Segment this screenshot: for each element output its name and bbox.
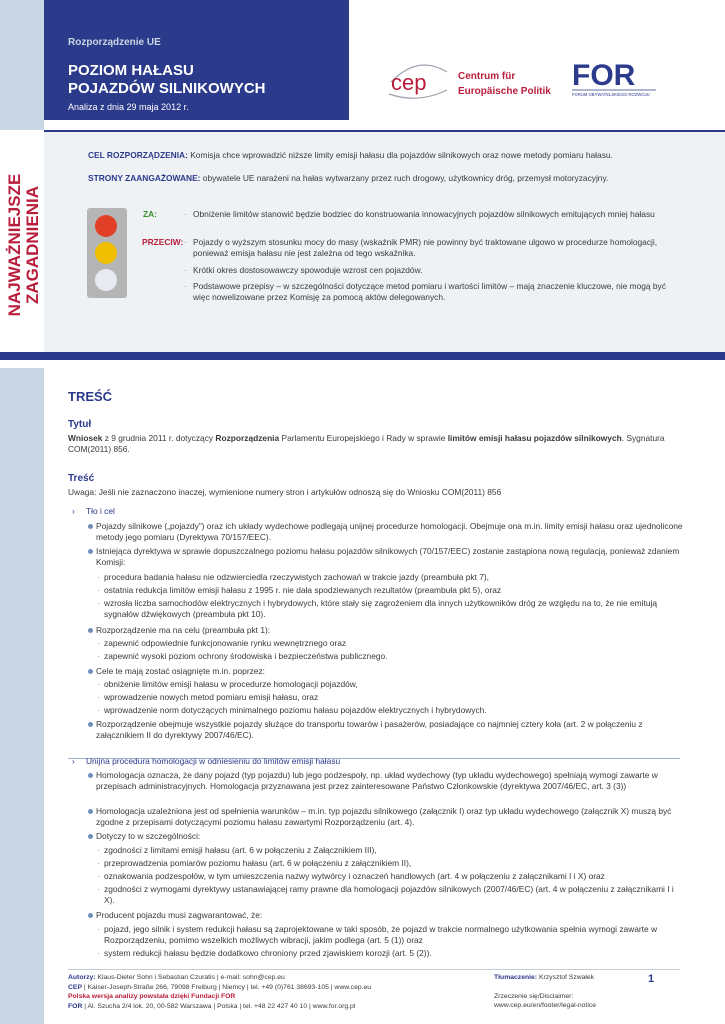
title-text-bold: Rozporządzenia — [215, 433, 280, 443]
section-title: Unijna procedura homologacji w odniesieniu do limitów emisji hałasu — [86, 756, 341, 766]
sub-item: · zgodności z limitami emisji hałasu (art. 6 w połączeniu z Załącznikiem III), — [104, 845, 686, 856]
traffic-light-icon — [87, 208, 127, 298]
sub-item: · zapewnić wysoki poziom ochrony środowiska i bezpieczeństwa publicznego. — [104, 651, 686, 662]
parties-statement — [88, 173, 688, 184]
footer-credits — [494, 973, 644, 1011]
footer-for — [68, 1002, 488, 1012]
page-title — [68, 62, 266, 98]
spacer — [494, 983, 644, 992]
red-light-icon — [95, 215, 117, 237]
bullet-item: Rozporządzenie ma na celu (preambuła pkt 1): — [96, 625, 686, 636]
regulation-label: Rozporządzenie UE — [68, 37, 161, 48]
title-line: POZIOM HAŁASU — [68, 62, 194, 79]
sub-item: · zapewnić odpowiednie funkcjonowanie rynku wewnętrznego oraz — [104, 638, 686, 649]
for-label: FOR — [68, 1002, 83, 1010]
cep-logo-text: cep — [391, 70, 427, 95]
bullet-item: Producent pojazdu musi zagwarantować, że: — [96, 910, 686, 921]
bullet-item: Homologacja oznacza, że dany pojazd (typ pojazdu) lub jego podzespoły, np. układ wydechowy (typ układu wydechowego) spełniają wymogi zawarte w przepisach administracyjnych. Homologacja przyznawana jest przez zainteresowane Państwo Członkowskie (dyrektywa 2007/46/EC, art. 3 (3)) — [96, 770, 686, 792]
sub-item: · system redukcji hałasu będzie dodatkowo chroniony przed zjawiskiem korozji (art. 5 (2)). — [104, 948, 686, 959]
translator-name: Krzysztof Szwałek — [537, 974, 595, 981]
cep-label: CEP — [68, 983, 82, 991]
analysis-date: Analiza z dnia 29 maja 2012 r. — [68, 102, 189, 112]
assessment-point: · Podstawowe przepisy – w szczególności dotyczące metod pomiaru i wartości limitów – mają znaczenie kluczowe, nie mogą być więc nowelizowane przez Komisję za pomocą aktów delegowanych. — [193, 281, 673, 303]
assessment-point: · Krótki okres dostosowawczy spowoduje wzrost cen pojazdów. — [193, 265, 673, 276]
panel-bottom-bar — [0, 352, 725, 360]
title-line: POJAZDÓW SILNIKOWYCH — [68, 80, 266, 97]
sub-item: · przeprowadzenia pomiarów poziomu hałasu (art. 6 w połączeniu z załącznikiem II), — [104, 858, 686, 869]
key-issues-title — [6, 150, 40, 340]
chevron-right-icon: › — [72, 506, 75, 516]
goal-text: Komisja chce wprowadzić niższe limity emisji hałasu dla pojazdów silnikowych oraz nowe metody pomiaru hałasu. — [190, 150, 613, 160]
for-logo-subtitle: FORUM OBYWATELSKIEGO ROZWOJU — [572, 92, 650, 97]
title-text-bold: limitów emisji hałasu pojazdów silnikowych — [447, 433, 622, 443]
cep-name — [458, 69, 551, 99]
sub-item: · wprowadzenie norm dotyczących minimalnego poziomu hałasu pojazdów elektrycznych i hybrydowych. — [104, 705, 686, 716]
page-number: 1 — [648, 973, 655, 985]
header-bar — [44, 0, 349, 28]
key-issues-title-line2: ZAGADNIENIA — [23, 185, 42, 305]
sub-item: · wzrosła liczba samochodów elektrycznych i hybrydowych, które stały się zagrożeniem dla innych użytkowników dróg ze względu na to, że nie emitują sygnałów dźwiękowych (preambuła pkt 10). — [104, 598, 686, 620]
chevron-right-icon: › — [72, 756, 75, 766]
polish-version-note: Polska wersja analizy powstała dzięki Fundacji FOR — [68, 993, 236, 1000]
footer-contacts — [68, 973, 488, 1011]
bullet-item: Rozporządzenie obejmuje wszystkie pojazdy służące do transportu towarów i pasażerów, posiadające co najmniej cztery koła (art. 2 w połączeniu z załącznikiem II do dyrektywy 2007/46/EC). — [96, 719, 686, 741]
white-light-icon — [95, 269, 117, 291]
yellow-light-icon — [95, 242, 117, 264]
footer-authors — [68, 973, 488, 983]
content-subheading: Treść — [68, 473, 95, 484]
note: Uwaga: Jeśli nie zaznaczono inaczej, wymienione numery stron i artykułów odnoszą się do Wniosku COM(2011) 856 — [68, 487, 502, 497]
for-logo — [570, 55, 658, 100]
authors-text: Klaus-Dieter Sohn i Sebastian Czuratis | e-mail: sohn@cep.eu — [95, 974, 285, 981]
cep-name-line: Europäische Politik — [458, 86, 551, 97]
sub-item: · pojazd, jego silnik i system redukcji hałasu są zaprojektowane w taki sposób, że pojazd w trakcie normalnego użytkowania spełnia wymogi zawarte w Rozporządzeniu, pomimo wszelkich możliwych wibracji, jakim podlega (art. 5 (1)) oraz — [104, 924, 686, 946]
key-issues-title-line1: NAJWAŻNIEJSZE — [5, 173, 24, 317]
left-strip — [0, 368, 44, 1024]
pro-label: ZA: — [143, 209, 157, 219]
assessment-point: · Obniżenie limitów stanowić będzie bodziec do konstruowania innowacyjnych pojazdów silnikowych emitujących mniej hałasu — [193, 209, 673, 220]
authors-label: Autorzy: — [68, 974, 96, 981]
content-heading: TREŚĆ — [68, 389, 113, 404]
sub-item: · obniżenie limitów emisji hałasu w procedurze homologacji pojazdów, — [104, 679, 686, 690]
sub-item: · zgodności z wymogami dyrektywy ustanawiającej ramy prawne dla homologacji pojazdów silnikowych (2007/46/EC) (art. 4 w połączeniu z załącznikami I i X). — [104, 884, 686, 906]
sub-item: · oznakowania podzespołów, w tym umieszczenia nazwy wytwórcy i oznaczeń handlowych (art. 4 w połączeniu z załącznikami I i X) oraz — [104, 871, 686, 882]
title-text: z 9 grudnia 2011 r. dotyczący — [102, 433, 216, 443]
bullet-item: Dotyczy to w szczególności: — [96, 831, 686, 842]
title-heading: Tytuł — [68, 419, 92, 430]
translation-label: Tłumaczenie: — [494, 974, 538, 981]
disclaimer-label: Zrzeczenie się/Disclaimer: — [494, 992, 574, 1000]
bullet-item: Istniejąca dyrektywa w sprawie dopuszczalnego poziomu hałasu pojazdów silnikowych (70/157/EEC) zostanie zastąpiona nową regulacją, ponieważ zdaniem Komisji: — [96, 546, 686, 568]
disclaimer-link[interactable]: www.cep.eu/en/footer/legal-notice — [494, 1002, 597, 1009]
for-logo-text: FOR — [572, 59, 636, 92]
title-text: . Sygnatura COM(2011) 856. — [68, 433, 665, 454]
goal-key: CEL ROZPORZĄDZENIA: — [88, 150, 188, 160]
translation — [494, 973, 644, 983]
cep-address: | Kaiser-Joseph-Straße 266, 79098 Freiburg | Niemcy | tel. +49 (0)761 38693-105 | www.cep.eu — [81, 983, 372, 991]
for-address: | Al. Szucha 2/4 lok. 20, 00-582 Warszawa | Polska | tel. +48 22 427 40 10 | www.for.org.pl — [82, 1002, 356, 1010]
footer-cep — [68, 983, 488, 993]
parties-key: STRONY ZAANGAŻOWANE: — [88, 173, 201, 183]
title-text-bold: Wniosek — [68, 433, 103, 443]
cep-name-line: Centrum für — [458, 71, 516, 82]
parties-text: obywatele UE narażeni na hałas wytwarzany przez ruch drogowy, użytkownicy dróg, przemysł motoryzacyjny. — [202, 173, 609, 183]
bullet-item: Homologacja uzależniona jest od spełnienia warunków – m.in. typ pojazdu silnikowego (załącznik I) oraz typ układu wydechowego (załącznik X) muszą być zgodne z przepisami dotyczącymi poziomu hałasu zawartymi Rozporządzeniu (art. 4). — [96, 806, 686, 828]
section-title: Tło i cel — [86, 506, 115, 516]
contra-label: PRZECIW: — [142, 237, 184, 247]
bullet-item: Cele te mają zostać osiągnięte m.in. poprzez: — [96, 666, 686, 677]
cep-logo — [385, 60, 451, 100]
sub-item: · wprowadzenie nowych metod pomiaru emisji hałasu, oraz — [104, 692, 686, 703]
sub-item: · procedura badania hałasu nie odzwierciedla rzeczywistych zachowań w trakcie jazdy (preambuła pkt 7), — [104, 572, 686, 583]
title-paragraph — [68, 433, 680, 455]
footer-divider — [68, 969, 680, 970]
goal-statement — [88, 150, 688, 161]
left-strip — [0, 0, 44, 130]
sub-item: · ostatnia redukcja limitów emisji hałasu z 1995 r. nie dała spodziewanych rezultatów (preambuła pkt 5), oraz — [104, 585, 686, 596]
title-text: Parlamentu Europejskiego i Rady w sprawie — [279, 433, 448, 443]
assessment-point: · Pojazdy o wyższym stosunku mocy do masy (wskaźnik PMR) nie powinny być traktowane ulgowo w procedurze homologacji, ponieważ emisja hałasu nie jest zależna od tego wskaźnika. — [193, 237, 673, 259]
bullet-item: Pojazdy silnikowe („pojazdy”) oraz ich układy wydechowe podlegają unijnej procedurze homologacji. Obejmuje ona m.in. limity emisji hałasu oraz ujednolicone metody jego pomiaru (Dyrektywa 70/157/EEC). — [96, 521, 686, 543]
